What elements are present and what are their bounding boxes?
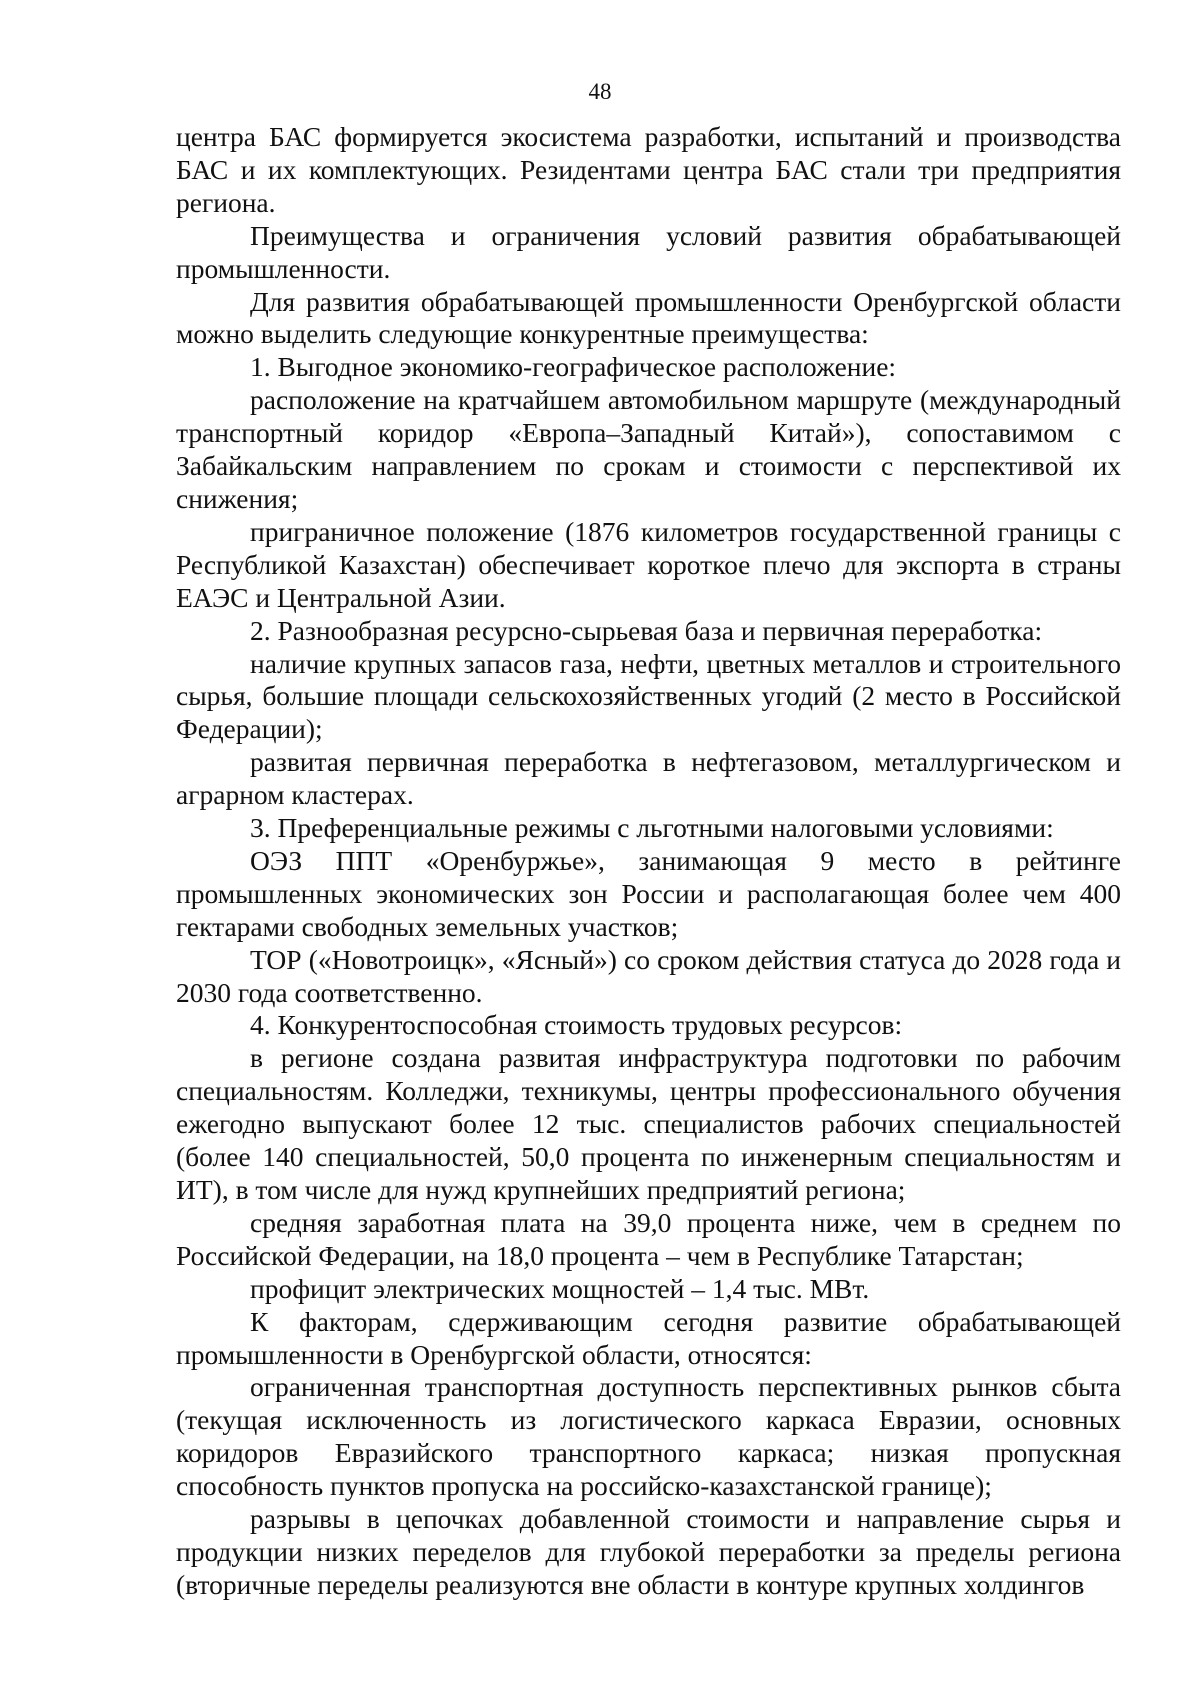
page-number: 48 (588, 79, 612, 104)
paragraph: К факторам, сдерживающим сегодня развитие обрабатывающей промышленности в Оренбургской области, относятся: (176, 1305, 1121, 1370)
paragraph: приграничное положение (1876 километров государственной границы с Республикой Казахстан) обеспечивает короткое плечо для экспорта в страны ЕАЭС и Центральной Азии. (176, 515, 1121, 613)
paragraph: 3. Преференциальные режимы с льготными налоговыми условиями: (250, 812, 1054, 844)
paragraph: средняя заработная плата на 39,0 процента ниже, чем в среднем по Российской Федерации, на 18,0 процента – чем в Республике Татарстан; (176, 1206, 1121, 1271)
paragraph: разрывы в цепочках добавленной стоимости и направление сырья и продукции низких переделов для глубокой переработки за пределы региона (вторичные переделы реализуются вне области в контуре крупных холдингов (176, 1503, 1121, 1600)
paragraph: Преимущества и ограничения условий развития обрабатывающей промышленности. (176, 219, 1121, 284)
paragraph: ТОР («Новотроицк», «Ясный») со сроком действия статуса до 2028 года и 2030 года соответственно. (176, 943, 1121, 1008)
paragraph: 1. Выгодное экономико-географическое расположение: (250, 351, 897, 383)
paragraph: в регионе создана развитая инфраструктура подготовки по рабочим специальностям. Колледжи, техникумы, центры профессионального обучения ежегодно выпускают более 12 тыс. специалистов рабочих специальностей (более 140 специальностей, 50,0 процента по инженерным специальностям и ИТ), в том числе для нужд крупнейших предприятий региона; (176, 1042, 1121, 1205)
paragraph-continued: центра БАС формируется экосистема разработки, испытаний и производства БАС и их комплектующих. Резидентами центра БАС стали три предприятия региона. (176, 121, 1121, 218)
paragraph: Для развития обрабатывающей промышленности Оренбургской области можно выделить следующие конкурентные преимущества: (176, 285, 1121, 350)
document-body (176, 121, 1121, 1602)
paragraph: ограниченная транспортная доступность перспективных рынков сбыта (текущая исключенность из логистического каркаса Евразии, основных коридоров Евразийского транспортного каркаса; низкая пропускная способность пунктов пропуска на российско-казахстанской границе); (176, 1371, 1121, 1502)
paragraph: 4. Конкурентоспособная стоимость трудовых ресурсов: (250, 1009, 903, 1041)
paragraph: 2. Разнообразная ресурсно-сырьевая база и первичная переработка: (250, 614, 1043, 646)
paragraph: ОЭЗ ППТ «Оренбуржье», занимающая 9 место в рейтинге промышленных экономических зон России и располагающая более чем 400 гектарами свободных земельных участков; (176, 844, 1121, 942)
paragraph: наличие крупных запасов газа, нефти, цветных металлов и строительного сырья, большие площади сельскохозяйственных угодий (2 место в Российской Федерации); (176, 647, 1121, 745)
paragraph: профицит электрических мощностей – 1,4 тыс. МВт. (250, 1272, 870, 1304)
paragraph: развитая первичная переработка в нефтегазовом, металлургическом и аграрном кластерах. (176, 746, 1121, 811)
paragraph: расположение на кратчайшем автомобильном маршруте (международный транспортный коридор «Европа–Западный Китай»), сопоставимом с Забайкальским направлением по срокам и стоимости с перспективой их снижения; (176, 384, 1121, 514)
